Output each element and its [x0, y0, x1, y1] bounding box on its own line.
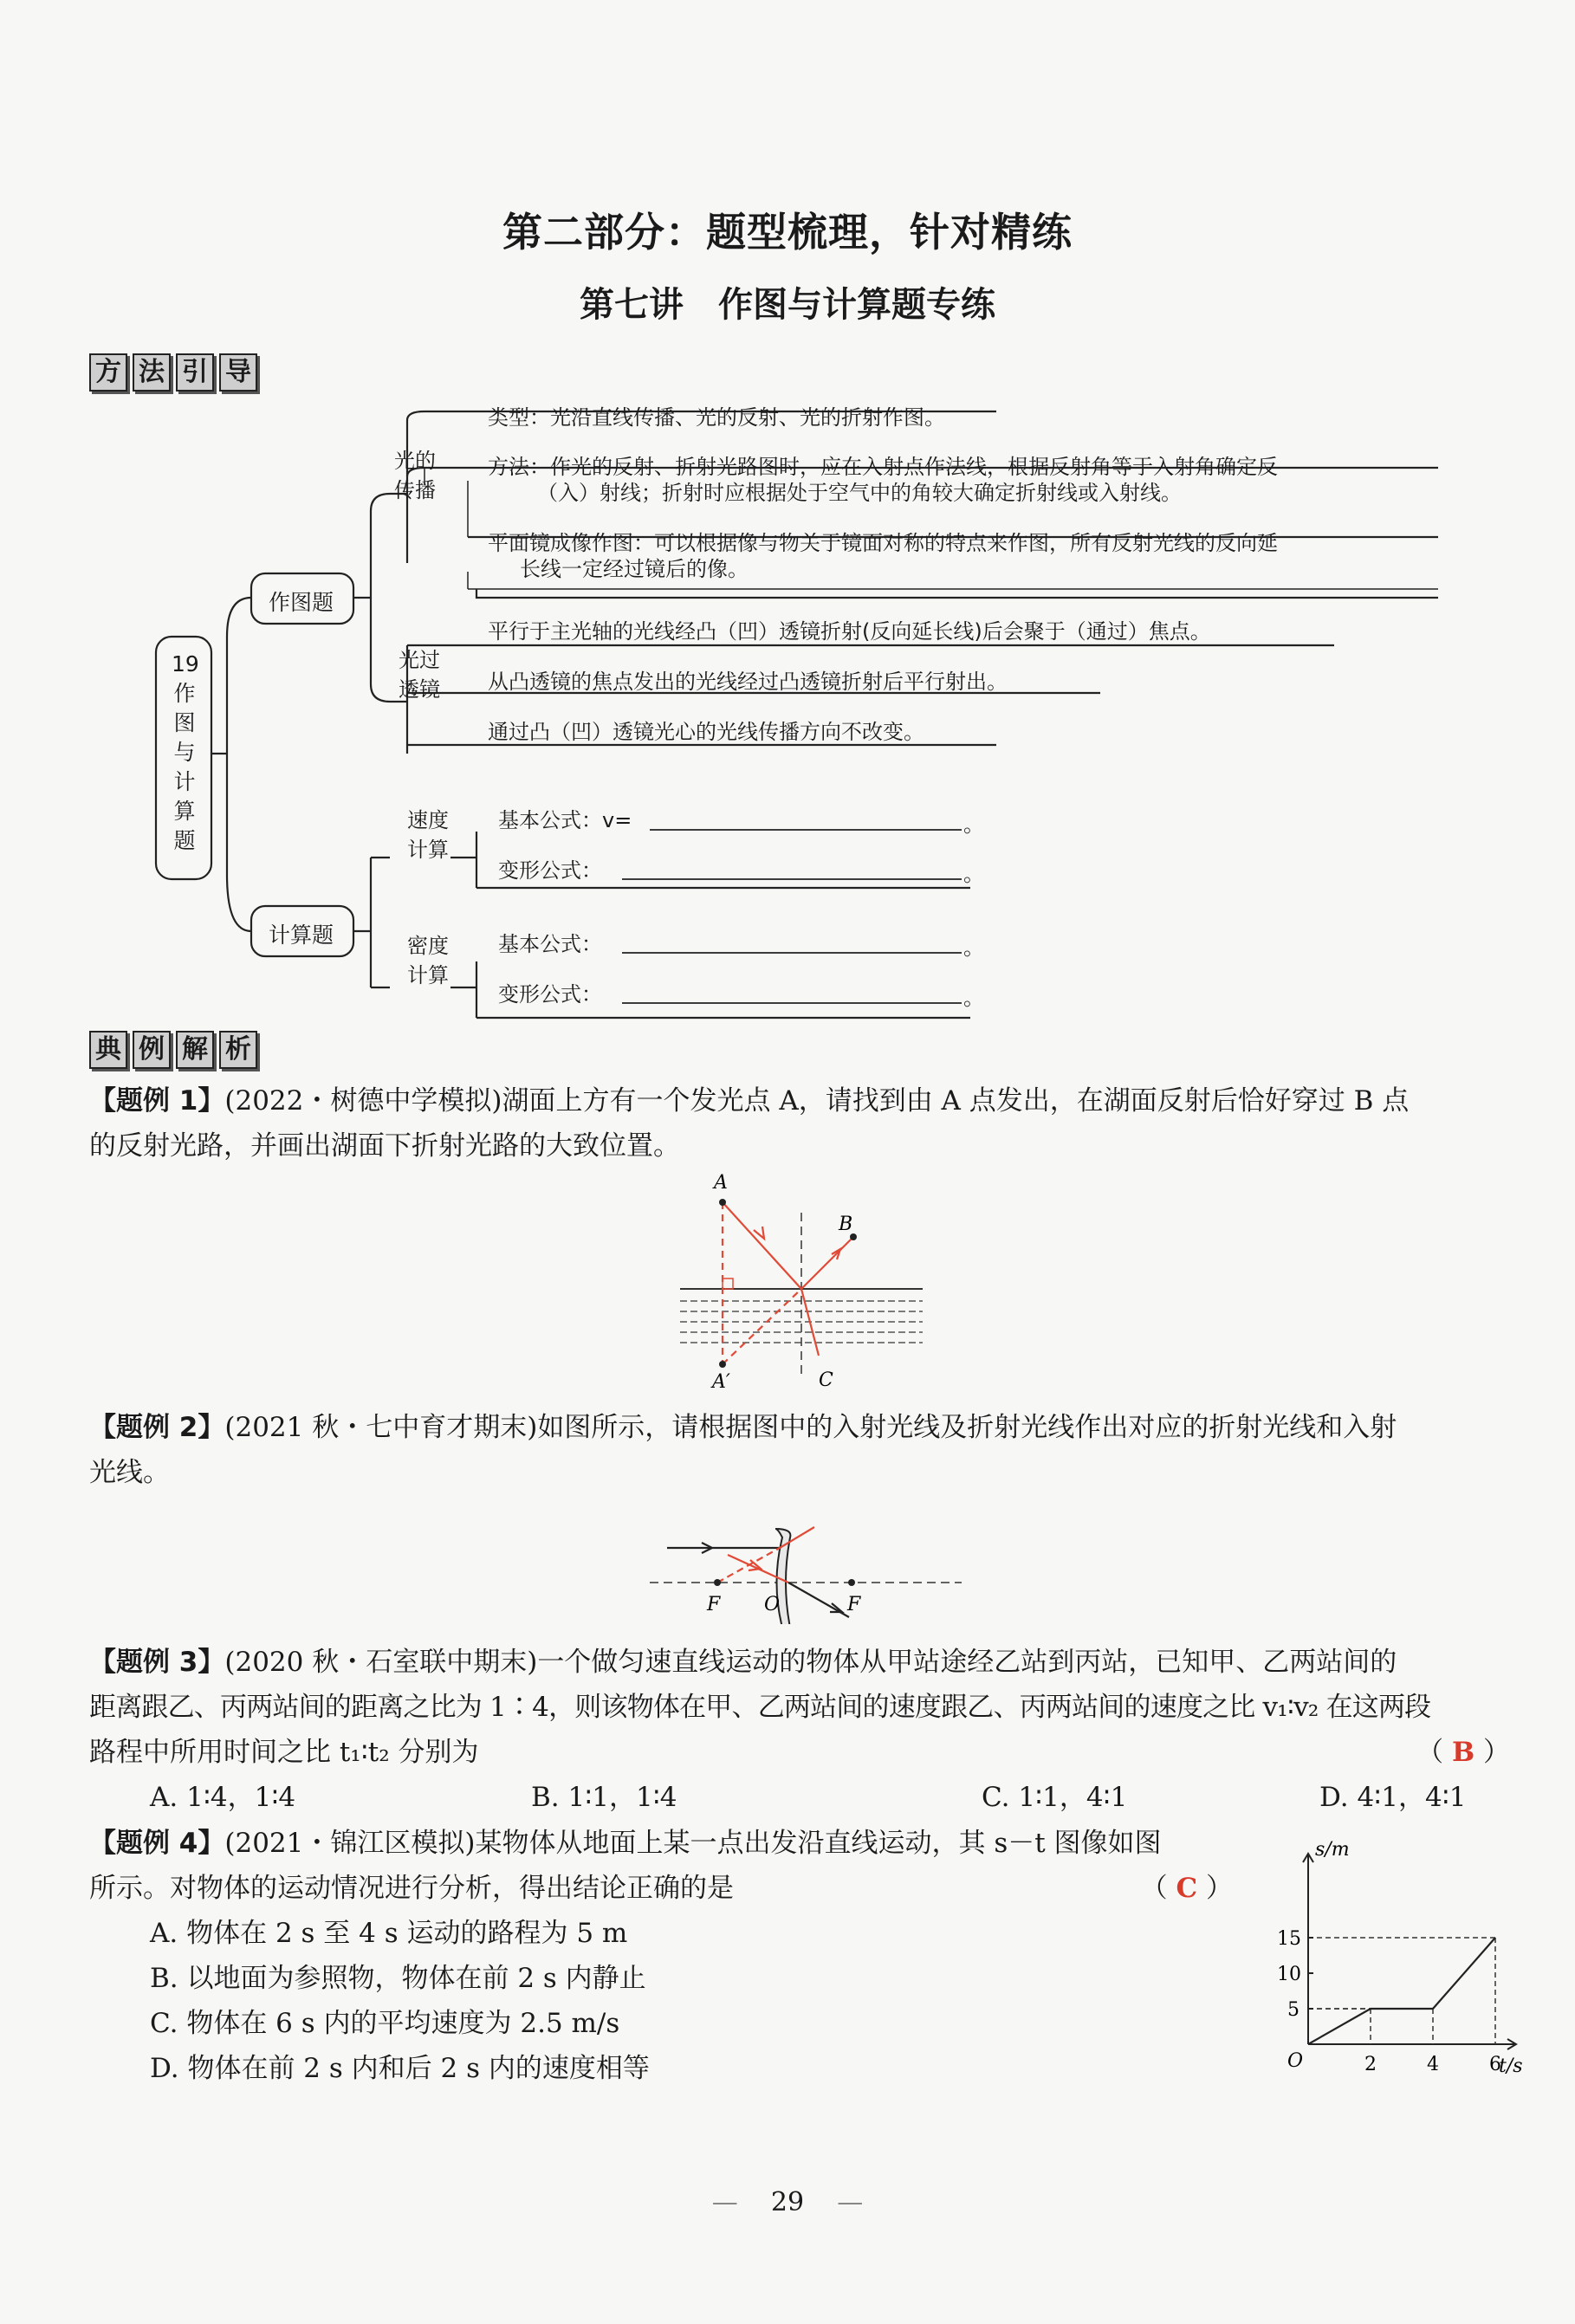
option: D. 4∶1，4∶1 — [1319, 1782, 1467, 1813]
example-source: (2022・树德中学模拟) — [224, 1085, 502, 1117]
option: A. 物体在 2 s 至 4 s 运动的路程为 5 m — [150, 1918, 628, 1949]
node-light-propagation: 光的传播 — [394, 449, 436, 502]
section-char: 典 — [89, 1031, 127, 1069]
section-char: 例 — [133, 1031, 171, 1069]
example-4 — [89, 1821, 1250, 2091]
light-method-text-1: 方法：作光的反射、折射光路图时，应在入射点作法线，根据反射角等于入射角确定反 — [488, 455, 1278, 479]
x-tick-label: 2 — [1364, 2054, 1377, 2075]
answer-bracket: （ C ） — [1140, 1873, 1233, 1904]
density-variant-label: 变形公式： — [498, 982, 602, 1007]
y-tick-label: 15 — [1277, 1928, 1301, 1950]
example-label: 【题例 2】 — [89, 1412, 225, 1443]
y-axis-label: s/m — [1315, 1839, 1350, 1861]
mindmap-root: 19作图与计算题 — [172, 651, 199, 853]
example-text: 的反射光路，并画出湖面下折射光路的大致位置。 — [89, 1130, 680, 1162]
example-text: 某物体从地面上某一点出发沿直线运动，其 s－t 图像如图 — [475, 1828, 1162, 1859]
st-chart — [1256, 1836, 1533, 2088]
page-number-area — [0, 2187, 1575, 2217]
example-text: 一个做匀速直线运动的物体从甲站途经乙站到丙站，已知甲、乙两站间的 — [537, 1647, 1397, 1678]
section-examples — [89, 1031, 257, 1067]
figure-lake-reflection — [667, 1169, 936, 1395]
lens-rule-3: 通过凸（凹）透镜光心的光线传播方向不改变。 — [488, 720, 924, 744]
point-label: A — [714, 1172, 728, 1194]
example-source: (2020 秋・石室联中期末) — [224, 1647, 538, 1678]
example-source: (2021・锦江区模拟) — [224, 1828, 476, 1859]
example-label: 【题例 3】 — [89, 1647, 225, 1678]
node-lens: 光过透镜 — [399, 648, 440, 702]
period: 。 — [963, 935, 984, 960]
example-text: 光线。 — [89, 1457, 170, 1488]
mirror-text-1: 平面镜成像作图：可以根据像与物关于镜面对称的特点来作图，所有反射光线的反向延 — [488, 531, 1278, 555]
period: 。 — [963, 986, 984, 1010]
x-tick-label: 4 — [1427, 2054, 1439, 2075]
x-tick-label: 6 — [1489, 2054, 1501, 2075]
option: A. 1∶4，1∶4 — [150, 1782, 296, 1813]
mindmap-lines — [0, 0, 1575, 1039]
x-axis-label: t/s — [1499, 2055, 1523, 2077]
page-number-dash: — — [837, 2187, 864, 2217]
option: C. 1∶1，4∶1 — [982, 1782, 1128, 1813]
example-text: 湖面上方有一个发光点 A，请找到由 A 点发出，在湖面反射后恰好穿过 B 点 — [502, 1085, 1410, 1117]
optical-center-label: O — [764, 1594, 781, 1615]
mirror-text-2: 长线一定经过镜后的像。 — [520, 557, 749, 581]
section-char: 导 — [219, 353, 257, 392]
branch-drawing: 作图题 — [269, 590, 334, 615]
period: 。 — [963, 812, 984, 837]
focus-label: F — [707, 1594, 721, 1615]
point-label: B — [839, 1214, 853, 1235]
example-3 — [89, 1640, 1510, 1820]
lens-rule-2: 从凸透镜的焦点发出的光线经过凸透镜折射后平行射出。 — [488, 670, 1008, 694]
figure-concave-lens — [641, 1503, 970, 1624]
section-char: 解 — [176, 1031, 214, 1069]
page-title: 第二部分：题型梳理，针对精练 — [502, 209, 1073, 256]
series-line — [1308, 1938, 1495, 2044]
node-speed: 速度计算 — [407, 808, 449, 862]
speed-variant-label: 变形公式： — [498, 858, 602, 883]
example-text: 路程中所用时间之比 t₁∶t₂ 分别为 — [89, 1737, 479, 1768]
answer-value: B — [1451, 1737, 1475, 1768]
section-char: 引 — [176, 353, 214, 392]
answer-bracket: （ B ） — [1416, 1737, 1510, 1768]
focus-label: F — [847, 1594, 861, 1615]
example-source: (2021 秋・七中育才期末) — [224, 1412, 538, 1443]
section-char: 法 — [133, 353, 171, 392]
section-char: 方 — [89, 353, 127, 392]
example-label: 【题例 4】 — [89, 1828, 225, 1859]
page-subtitle: 第七讲 作图与计算题专练 — [580, 285, 995, 325]
option: B. 1∶1，1∶4 — [531, 1782, 677, 1813]
example-text: 距离跟乙、丙两站间的距离之比为 1∶4，则该物体在甲、乙两站间的速度跟乙、丙两站间的速度之比 v₁∶v₂ 在这两段 — [89, 1692, 1431, 1723]
example-text: 所示。对物体的运动情况进行分析，得出结论正确的是 — [89, 1873, 734, 1904]
node-density: 密度计算 — [407, 934, 449, 987]
example-label: 【题例 1】 — [89, 1085, 225, 1117]
option: B. 以地面为参照物，物体在前 2 s 内静止 — [150, 1963, 646, 1994]
point-label: C — [819, 1369, 833, 1391]
y-tick-label: 10 — [1277, 1964, 1301, 1985]
point-label: A′ — [712, 1371, 730, 1393]
period: 。 — [963, 862, 984, 886]
page-number-dash: — — [711, 2187, 738, 2217]
light-method-text-2: （入）射线；折射时应根据处于空气中的角较大确定折射线或入射线。 — [537, 481, 1182, 505]
density-basic-label: 基本公式： — [498, 932, 602, 956]
example-2 — [89, 1405, 1510, 1495]
option: C. 物体在 6 s 内的平均速度为 2.5 m/s — [150, 2008, 620, 2039]
origin-label: O — [1287, 2050, 1304, 2072]
page-number: 29 — [770, 2187, 805, 2217]
answer-value: C — [1176, 1873, 1198, 1904]
example-text: 如图所示，请根据图中的入射光线及折射光线作出对应的折射光线和入射 — [537, 1412, 1397, 1443]
section-char: 析 — [219, 1031, 257, 1069]
y-tick-label: 5 — [1287, 1999, 1300, 2021]
option: D. 物体在前 2 s 内和后 2 s 内的速度相等 — [150, 2053, 650, 2084]
light-type-text: 类型：光沿直线传播、光的反射、光的折射作图。 — [488, 405, 945, 430]
lens-rule-1: 平行于主光轴的光线经凸（凹）透镜折射(反向延长线)后会聚于（通过）焦点。 — [488, 619, 1211, 644]
speed-basic-label: 基本公式：v= — [498, 808, 632, 832]
example-1 — [89, 1078, 1510, 1168]
branch-calculation: 计算题 — [269, 922, 334, 948]
